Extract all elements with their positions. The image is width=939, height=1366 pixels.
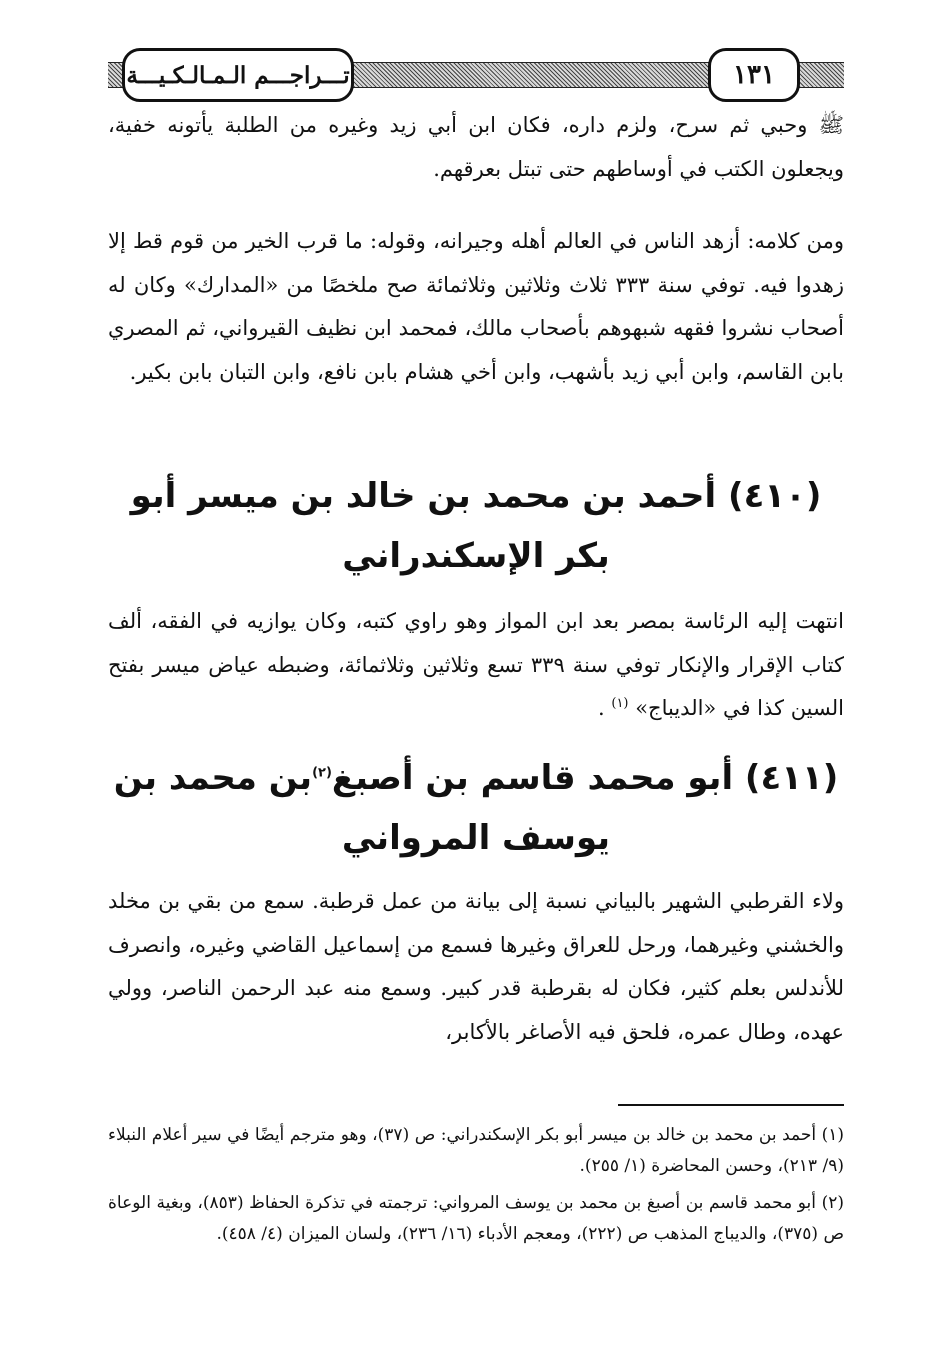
running-title: تـــراجـــم الـمـالـكـيـــة: [122, 48, 354, 102]
paragraph-4: ولاء القرطبي الشهير بالبياني نسبة إلى بيانة من عمل قرطبة. سمع من بقي بن مخلد والخشني وغيرهما، ورحل للعراق وغيرها فسمع من إسماعيل القاضي وغيره، وانصرف للأندلس بعلم كثير، فكان له بقرطبة قدر كبير. وسمع منه عبد الرحمن الناصر، وولي عهده، وطال عمره، فلحق فيه الأصاغر بالأكابر،: [108, 889, 844, 1044]
paragraph-block-2: [108, 220, 844, 394]
footnote-separator: [618, 1104, 844, 1106]
heading-411: [108, 748, 844, 868]
paragraph-3-text: انتهت إليه الرئاسة بمصر بعد ابن المواز وهو راوي كتبه، وكان يوازيه في الفقه، ألف كتاب الإقرار والإنكار توفي سنة ٣٣٩ تسع وثلاثين وثلاثمائة، وضبطه عياض ميسر بفتح السين كذا في «الديباج»: [108, 609, 844, 720]
paragraph-block-3: [108, 600, 844, 731]
entry-heading-411: [108, 748, 844, 868]
running-header: [108, 40, 844, 104]
footnote-1: (١) أحمد بن محمد بن خالد بن ميسر أبو بكر الإسكندراني: ص (٣٧)، وهو مترجم أيضًا في سير أعلام النبلاء (٩/ ٢١٣)، وحسن المحاضرة (١/ ٢٥٥).: [108, 1125, 844, 1176]
footnotes: [108, 1120, 844, 1250]
heading-411-part2: بن محمد بن يوسف المرواني: [113, 758, 611, 858]
heading-410: (٤١٠) أحمد بن محمد بن خالد بن ميسر أبو بكر الإسكندراني: [130, 476, 822, 576]
paragraph-2: ومن كلامه: أزهد الناس في العالم أهله وجيرانه، وقوله: ما قرب الخير من قوم قط إلا زهدوا فيه. توفي سنة ٣٣٣ ثلاث وثلاثين وثلاثمائة صح ملخصًا من «المدارك» وكان له أصحاب نشروا فقهه شبهوهم بأصحاب مالك، فمحمد ابن نظيف القيرواني، ثم المصري بابن القاسم، وابن أبي زيد بأشهب، وابن أخي هشام بابن نافع، وابن التبان بابن بكير.: [108, 229, 844, 384]
footnote-ref-2: (٢): [312, 765, 332, 781]
entry-heading-410: [108, 466, 844, 586]
paragraph-continuation: [108, 104, 844, 191]
footnote-ref-1: (١): [611, 696, 629, 711]
paragraph-3: [108, 600, 844, 731]
page-number: ١٣١: [708, 48, 800, 102]
paragraph-3-end: .: [597, 696, 605, 720]
footnote-2: (٢) أبو محمد قاسم بن أصبغ بن محمد بن يوسف المرواني: ترجمته في تذكرة الحفاظ (٨٥٣)، وبغية الوعاة ص (٣٧٥)، والديباج المذهب ص (٢٢٢)، ومعجم الأدباء (١٦/ ٢٣٦)، ولسان الميزان (٤/ ٤٥٨).: [108, 1193, 844, 1244]
paragraph-block-4: [108, 880, 844, 1054]
paragraph-1: ﷺ وحبي ثم سرح، ولزم داره، فكان ابن أبي زيد وغيره من الطلبة يأتونه خفية، ويجعلون الكتب في أوساطهم حتى تبتل بعرقهم.: [108, 113, 844, 181]
heading-411-part1: (٤١١) أبو محمد قاسم بن أصبغ: [331, 758, 839, 798]
